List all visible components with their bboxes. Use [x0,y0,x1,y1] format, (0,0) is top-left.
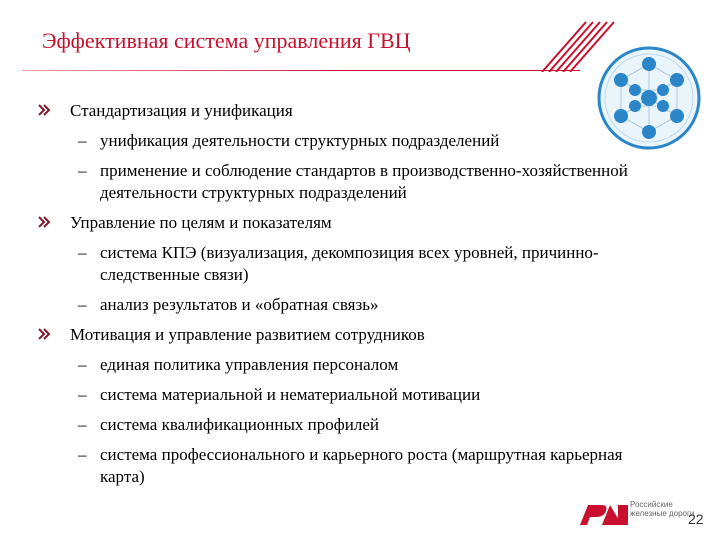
list-item: – анализ результатов и «обратная связь» [78,295,379,314]
dash-bullet: – [78,131,87,150]
page-title: Эффективная система управления ГВЦ [42,28,411,53]
chevron-bullet-icon [38,102,52,118]
chevron-bullet-icon [38,326,52,342]
dash-bullet: – [78,445,87,464]
dash-bullet: – [78,385,87,404]
list-item: – система профессионального и карьерного роста (маршрутная карьерная карта) [78,445,623,486]
slide-content [38,100,668,496]
dash-bullet: – [78,295,87,314]
chevron-bullet-icon [38,214,52,230]
section-heading: Управление по целям и показателям [38,212,668,234]
title-underline [22,70,580,71]
page-number: 22 [688,511,704,527]
list-item: – унификация деятельности структурных подразделений [78,131,500,150]
list-item: – система материальной и нематериальной мотивации [78,385,481,404]
section-heading: Мотивация и управление развитием сотрудников [38,324,668,346]
dash-bullet: – [78,415,87,434]
list-item: – единая политика управления персоналом [78,355,399,374]
list-item: – система КПЭ (визуализация, декомпозиция всех уровней, причинно-следственные связи) [78,243,599,284]
section-heading: Стандартизация и унификация [38,100,668,122]
dash-bullet: – [78,355,87,374]
list-item: – система квалификационных профилей [78,415,379,434]
dash-bullet: – [78,243,87,262]
list-item: – применение и соблюдение стандартов в производственно-хозяйственной деятельности структурных подразделений [78,161,628,202]
brand-caption: Российские железные дороги [630,500,695,518]
dash-bullet: – [78,161,87,180]
